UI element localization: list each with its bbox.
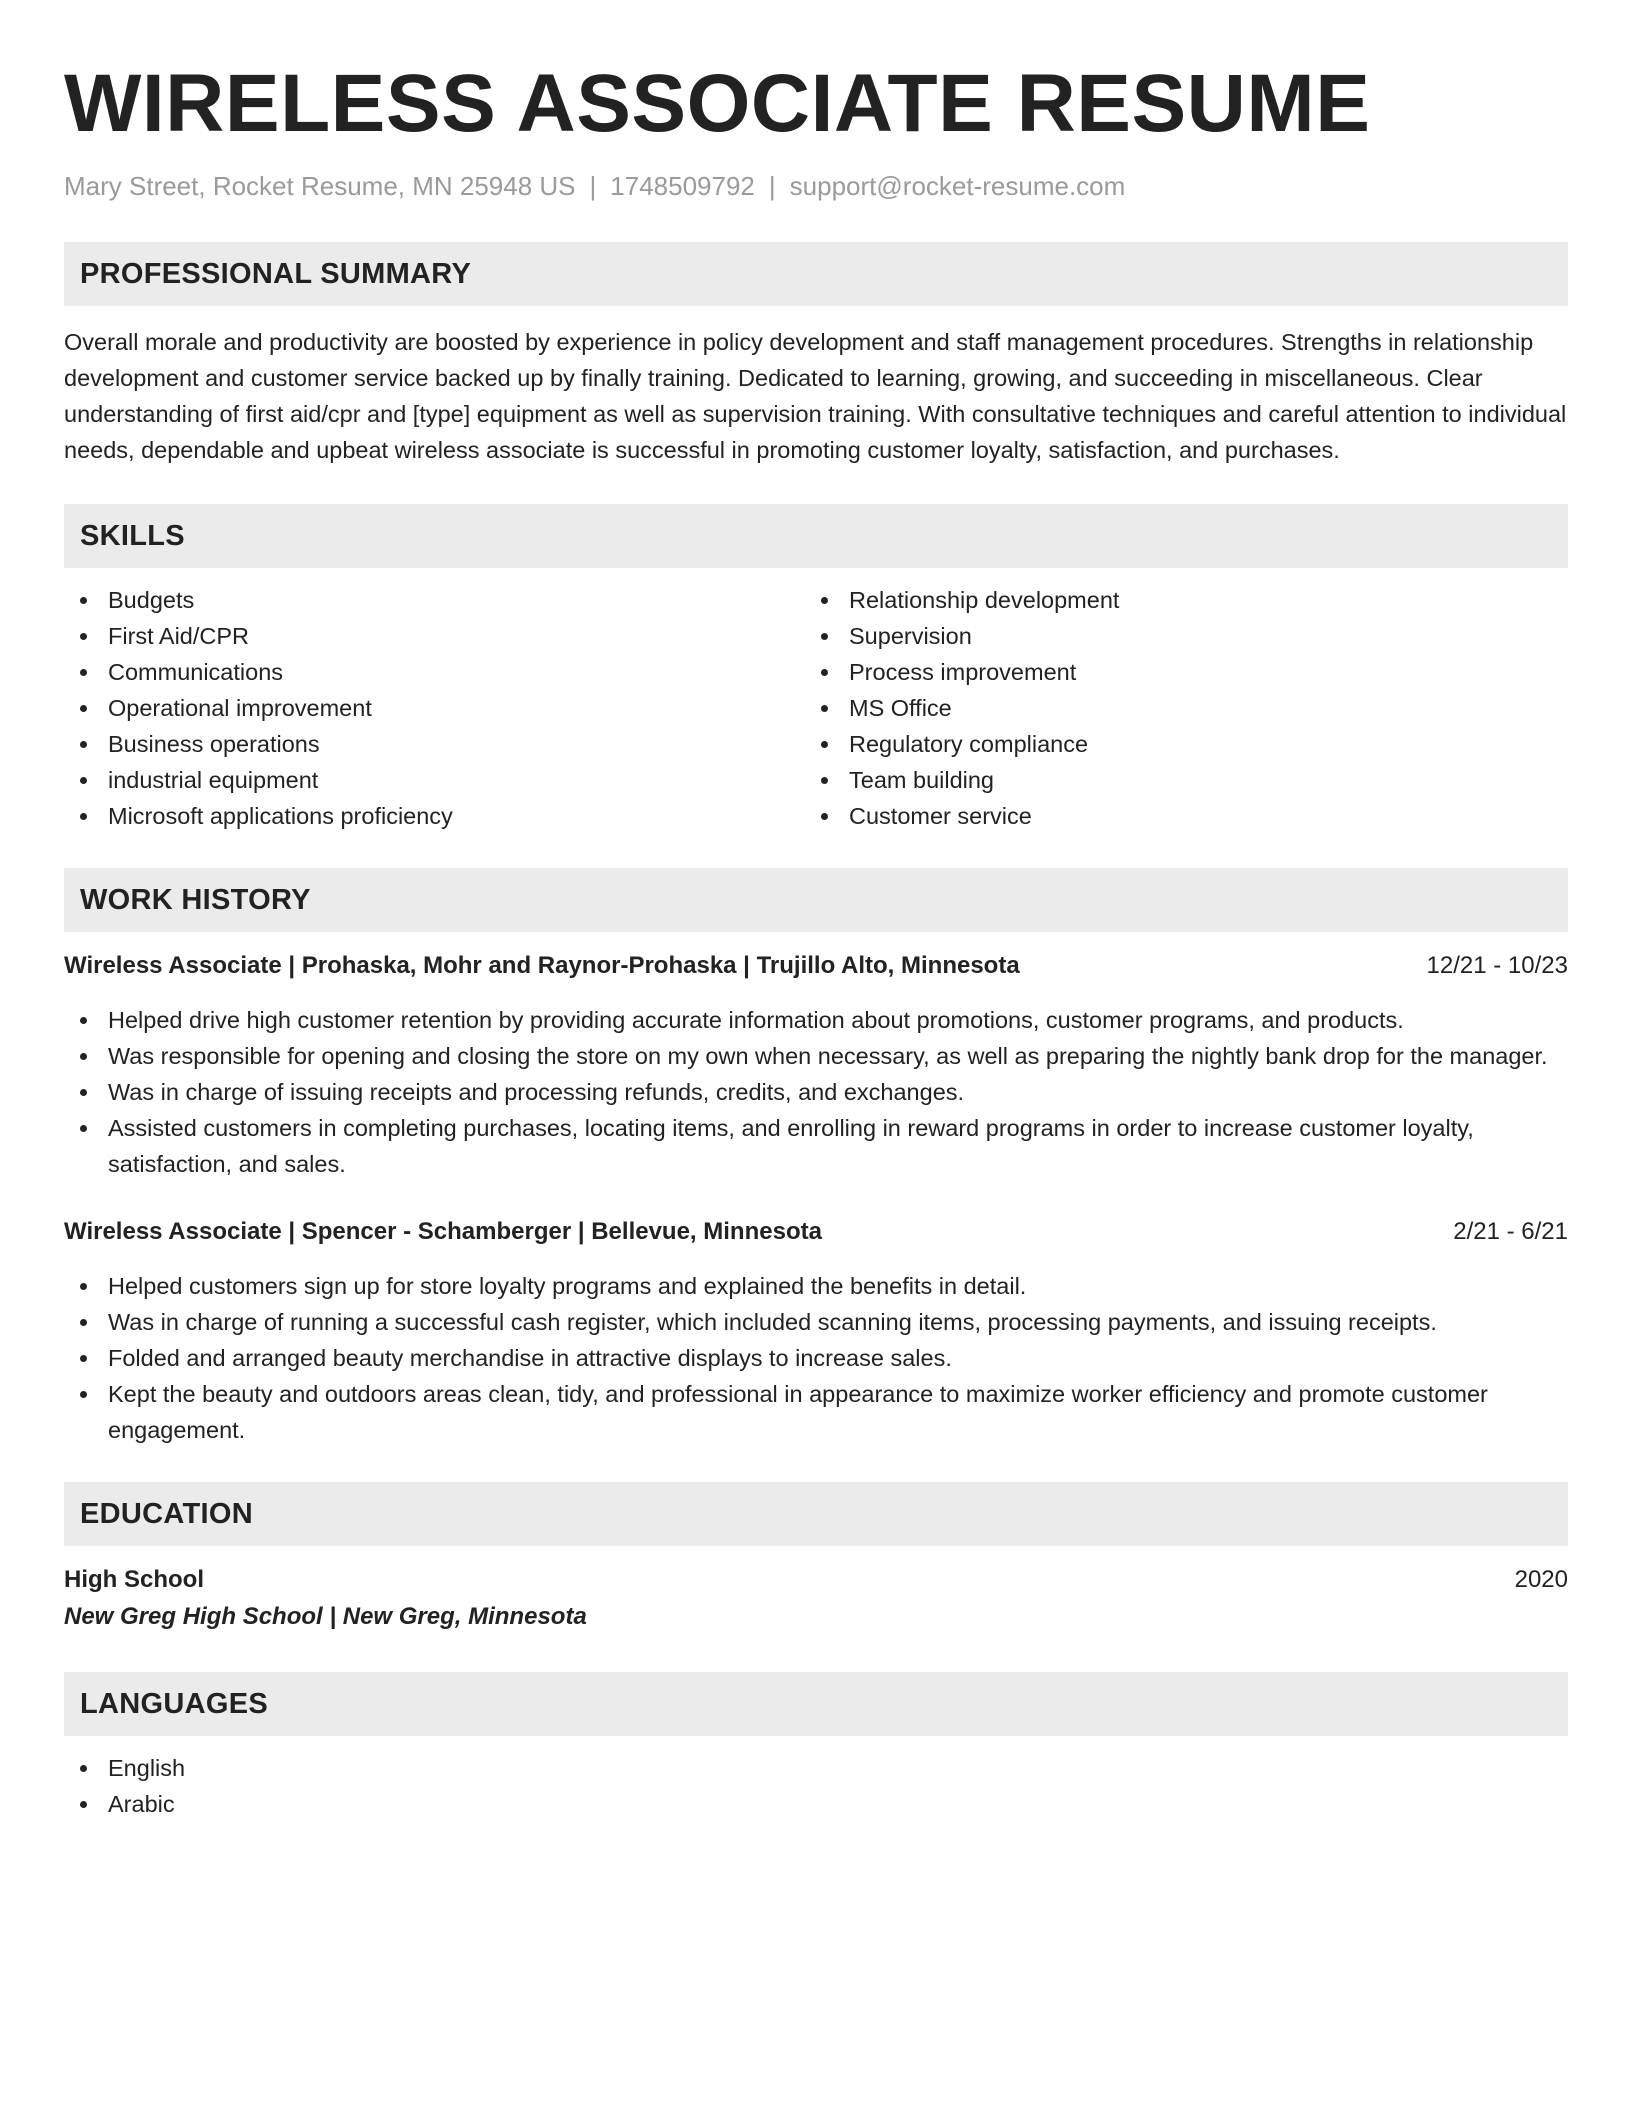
contact-separator: | — [589, 171, 597, 201]
job-duty: Kept the beauty and outdoors areas clean, tidy, and professional in appearance to maximize worker efficiency and promote customer engagement. — [64, 1376, 1568, 1448]
job-duty: Helped customers sign up for store loyalty programs and explained the benefits in detail. — [64, 1268, 1568, 1304]
job-duties — [64, 1268, 1568, 1448]
job-dates: 12/21 - 10/23 — [1426, 952, 1568, 980]
skill-item: Regulatory compliance — [805, 726, 1546, 762]
job-dates: 2/21 - 6/21 — [1453, 1218, 1568, 1246]
skill-item: industrial equipment — [64, 762, 805, 798]
job-duty: Assisted customers in completing purchases, locating items, and enrolling in reward programs in order to increase customer loyalty, satisfaction, and sales. — [64, 1110, 1568, 1182]
job-duty: Folded and arranged beauty merchandise in attractive displays to increase sales. — [64, 1340, 1568, 1376]
job-entry — [64, 948, 1568, 1182]
languages-list — [64, 1750, 1568, 1822]
language-item: Arabic — [64, 1786, 1568, 1822]
languages-heading: LANGUAGES — [64, 1672, 1568, 1736]
skill-item: MS Office — [805, 690, 1546, 726]
skill-item: Communications — [64, 654, 805, 690]
summary-heading: PROFESSIONAL SUMMARY — [64, 242, 1568, 306]
job-title: Wireless Associate | Prohaska, Mohr and Raynor-Prohaska | Trujillo Alto, Minnesota — [64, 952, 1020, 980]
contact-phone: 1748509792 — [610, 171, 755, 201]
summary-text: Overall morale and productivity are boosted by experience in policy development and staff management procedures. Strengths in relationship development and customer service backed up by finally training. Dedicated to learning, growing, and succeeding in miscellaneous. Clear understanding of first aid/cpr and [type] equipment as well as supervision training. With consultative techniques and careful attention to individual needs, dependable and upbeat wireless associate is successful in promoting customer loyalty, satisfaction, and purchases. — [64, 329, 1567, 464]
job-duties — [64, 1002, 1568, 1182]
skills-list — [64, 582, 1568, 834]
education-year: 2020 — [1514, 1566, 1568, 1594]
contact-email: support@rocket-resume.com — [789, 171, 1126, 201]
job-duty: Helped drive high customer retention by providing accurate information about promotions, customer programs, and products. — [64, 1002, 1568, 1038]
skill-item: Operational improvement — [64, 690, 805, 726]
job-duty: Was in charge of issuing receipts and processing refunds, credits, and exchanges. — [64, 1074, 1568, 1110]
job-header — [64, 948, 1568, 984]
education-header — [64, 1562, 1568, 1598]
contact-separator: | — [768, 171, 776, 201]
language-item: English — [64, 1750, 1568, 1786]
skill-item: First Aid/CPR — [64, 618, 805, 654]
job-title: Wireless Associate | Spencer - Schamberger | Bellevue, Minnesota — [64, 1218, 822, 1246]
skill-item: Process improvement — [805, 654, 1546, 690]
skill-item: Team building — [805, 762, 1546, 798]
job-entry — [64, 1214, 1568, 1448]
skills-heading: SKILLS — [64, 504, 1568, 568]
education-degree: High School — [64, 1566, 204, 1594]
education-heading: EDUCATION — [64, 1482, 1568, 1546]
skill-item: Relationship development — [805, 582, 1546, 618]
skills-column-left — [64, 582, 805, 834]
skill-item: Customer service — [805, 798, 1546, 834]
skills-column-right — [805, 582, 1546, 834]
education-school: New Greg High School | New Greg, Minnesota — [64, 1603, 587, 1631]
skill-item: Budgets — [64, 582, 805, 618]
contact-address: Mary Street, Rocket Resume, MN 25948 US — [64, 171, 576, 201]
education-entry — [64, 1562, 1568, 1636]
job-duty: Was responsible for opening and closing the store on my own when necessary, as well as preparing the nightly bank drop for the manager. — [64, 1038, 1568, 1074]
skill-item: Business operations — [64, 726, 805, 762]
job-header — [64, 1214, 1568, 1250]
resume-title: WIRELESS ASSOCIATE RESUME — [64, 58, 1371, 149]
job-duty: Was in charge of running a successful cash register, which included scanning items, processing payments, and issuing receipts. — [64, 1304, 1568, 1340]
skill-item: Microsoft applications proficiency — [64, 798, 805, 834]
work-history-heading: WORK HISTORY — [64, 868, 1568, 932]
skill-item: Supervision — [805, 618, 1546, 654]
contact-line — [64, 171, 1568, 202]
